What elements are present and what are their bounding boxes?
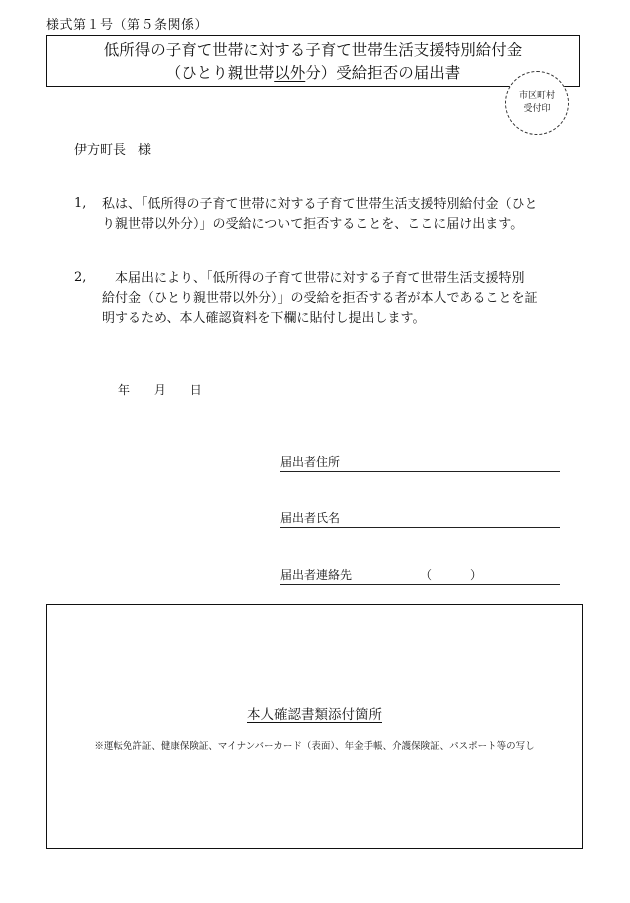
addressee-name: 伊方町長 <box>74 143 127 158</box>
date-line <box>118 381 202 398</box>
address-field[interactable] <box>280 455 560 472</box>
item-2-line-2: 給付金（ひとり親世帯以外分）」の受給を拒否する者が本人であることを証 <box>102 291 538 306</box>
title-line-2 <box>47 62 579 85</box>
title-line-2-post: 分）受給拒否の届出書 <box>305 64 461 82</box>
addressee <box>74 139 151 158</box>
addressee-honorific: 様 <box>138 143 152 158</box>
item-2-number: 2, <box>74 270 87 285</box>
address-field-label: 届出者住所 <box>280 455 341 469</box>
reception-stamp-area <box>505 71 569 135</box>
item-1-number: 1, <box>74 196 87 211</box>
name-field-label: 届出者氏名 <box>280 511 341 525</box>
contact-field[interactable] <box>280 568 560 585</box>
title-line-2-pre: （ひとり親世帯 <box>165 64 275 82</box>
item-1-line-1: 私は、「低所得の子育て世帯に対する子育て世帯生活支援特別給付金（ひと <box>102 197 538 212</box>
form-number: 様式第１号（第５条関係） <box>46 18 209 33</box>
date-month-label: 月 <box>153 383 166 397</box>
item-2-line-3: 明するため、本人確認資料を下欄に貼付し提出します。 <box>102 311 426 326</box>
title-line-1: 低所得の子育て世帯に対する子育て世帯生活支援特別給付金 <box>103 41 523 59</box>
stamp-label-line-2: 受付印 <box>523 104 551 114</box>
attachment-note: ※運転免許証、健康保険証、マイナンバーカード（表面）、年金手帳、介護保険証、パスポート等の写し <box>94 741 535 752</box>
document-title-box <box>46 35 580 87</box>
item-2-line-1: 本届出により、「低所得の子育て世帯に対する子育て世帯生活支援特別 <box>102 271 525 286</box>
date-day-label: 日 <box>189 383 202 397</box>
item-1-line-2: り親世帯以外分）」の受給について拒否することを、ここに届け出ます。 <box>102 217 524 232</box>
date-year-label: 年 <box>118 383 131 397</box>
attachment-title-text: 本人確認書類添付箇所 <box>247 707 382 723</box>
contact-paren-close: ） <box>470 568 483 582</box>
contact-field-label: 届出者連絡先 <box>280 568 353 582</box>
item-1-text <box>102 195 538 235</box>
id-document-attachment-box <box>46 604 583 849</box>
stamp-label-line-1: 市区町村 <box>518 91 555 101</box>
name-field[interactable] <box>280 511 560 528</box>
contact-paren-open: （ <box>420 568 433 582</box>
item-2-text <box>102 269 538 329</box>
attachment-title <box>47 703 582 723</box>
title-underlined-word: 以外 <box>274 64 306 82</box>
